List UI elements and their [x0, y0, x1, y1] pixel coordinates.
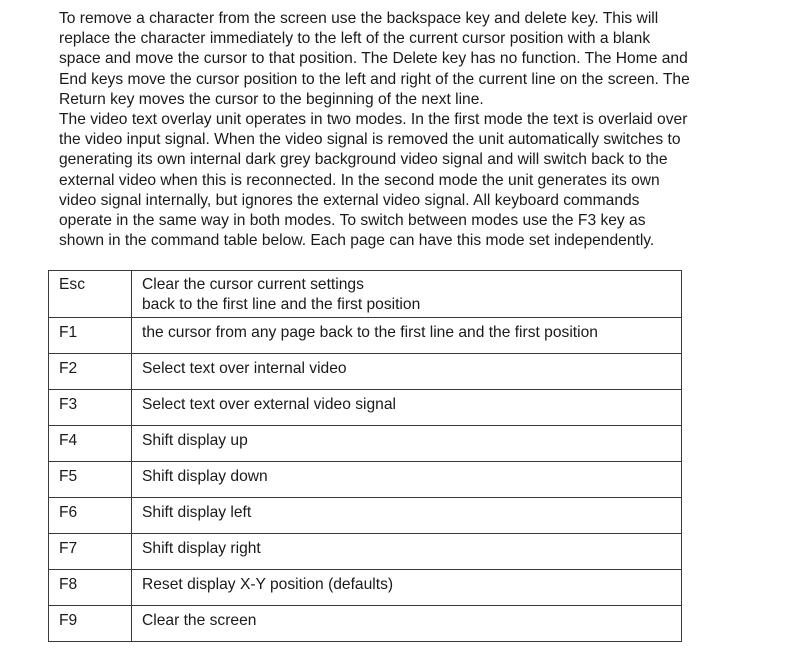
intro-text	[59, 9, 789, 251]
intro-line: generating its own internal dark grey background video signal and will switch back to the	[59, 151, 668, 169]
command-description: Select text over external video signal	[132, 390, 682, 426]
command-key: F7	[49, 534, 132, 570]
table-row	[49, 271, 682, 318]
intro-line: external video when this is reconnected. In the second mode the unit generates its own	[59, 171, 660, 189]
command-description: Shift display down	[132, 462, 682, 498]
table-row	[49, 426, 682, 462]
command-description: Reset display X-Y position (defaults)	[132, 570, 682, 606]
command-key: F8	[49, 570, 132, 606]
intro-line: End keys move the cursor position to the left and right of the current line on the screen. The	[59, 70, 690, 88]
command-table	[48, 270, 682, 642]
command-description: the cursor from any page back to the first line and the first position	[132, 318, 682, 354]
intro-line: The video text overlay unit operates in two modes. In the first mode the text is overlaid over	[59, 111, 688, 129]
intro-line: Return key moves the cursor to the beginning of the next line.	[59, 90, 484, 108]
table-row	[49, 498, 682, 534]
intro-line: video signal internally, but ignores the external video signal. All keyboard commands	[59, 191, 640, 209]
table-row	[49, 570, 682, 606]
command-description: Shift display up	[132, 426, 682, 462]
intro-line: replace the character immediately to the left of the current cursor position with a blank	[59, 30, 651, 48]
command-description: Select text over internal video	[132, 354, 682, 390]
table-row	[49, 390, 682, 426]
table-row	[49, 318, 682, 354]
intro-line: shown in the command table below. Each page can have this mode set independently.	[59, 232, 655, 250]
command-key: F6	[49, 498, 132, 534]
table-row	[49, 606, 682, 642]
command-key: F2	[49, 354, 132, 390]
command-key: F5	[49, 462, 132, 498]
intro-line: the video input signal. When the video signal is removed the unit automatically switches to	[59, 131, 681, 149]
command-key: Esc	[49, 271, 132, 318]
intro-line: space and move the cursor to that position. The Delete key has no function. The Home and	[59, 50, 688, 68]
table-row	[49, 534, 682, 570]
description-line: back to the first line and the first position	[142, 296, 421, 313]
description-line: Clear the cursor current settings	[142, 276, 364, 293]
command-description: Shift display left	[132, 498, 682, 534]
command-key: F9	[49, 606, 132, 642]
command-key: F3	[49, 390, 132, 426]
intro-line: operate in the same way in both modes. To switch between modes use the F3 key as	[59, 212, 646, 230]
intro-line: To remove a character from the screen use the backspace key and delete key. This will	[59, 10, 659, 27]
command-key: F1	[49, 318, 132, 354]
table-row	[49, 462, 682, 498]
table-row	[49, 354, 682, 390]
command-description: Clear the screen	[132, 606, 682, 642]
command-key: F4	[49, 426, 132, 462]
command-description	[132, 271, 682, 318]
command-description: Shift display right	[132, 534, 682, 570]
